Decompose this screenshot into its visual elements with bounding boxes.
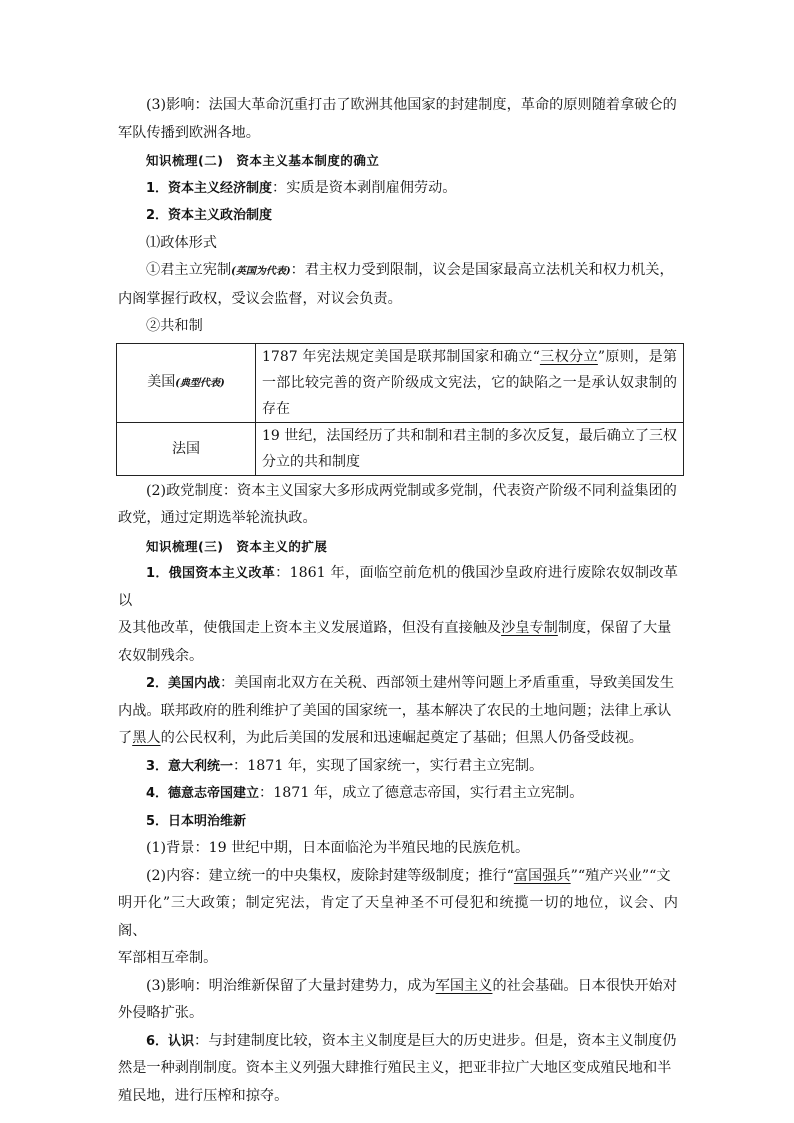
table-cell-key: 法国 [117, 422, 256, 475]
republic-table [116, 343, 684, 476]
item-us-civil-war: 2．美国内战：美国南北双方在关税、西部领土建州等问题上矛盾重重，导致美国发生 [146, 675, 675, 691]
item-republic: ②共和制 [146, 318, 203, 334]
table-cell-value: 1787 年宪法规定美国是联邦制国家和确立“三权分立”原则，是第一部比较完善的资产阶级成文宪法，它的缺陷之一是承认奴隶制的存在 [256, 343, 684, 422]
item-understanding: 6．认识：与封建制度比较，资本主义制度是巨大的历史进步。但是，资本主义制度仍 [146, 1032, 677, 1049]
item-understanding-cont: 然是一种剥削制度。资本主义列强大肆推行殖民主义，把亚非拉广大地区变成殖民地和半 [118, 1060, 672, 1076]
section-heading-2: 知识梳理(二) 资本主义基本制度的确立 [146, 153, 380, 168]
table-cell-key: 美国(典型代表) [117, 343, 256, 422]
section-heading-3: 知识梳理(三) 资本主义的扩展 [146, 538, 328, 554]
item-meiji-background: (1)背景：19 世纪中期，日本面临沦为半殖民地的民族危机。 [146, 840, 530, 856]
item-understanding-cont2: 殖民地，进行压榨和掠夺。 [118, 1087, 289, 1104]
item-russia-reform: 1．俄国资本主义改革：1861 年，面临空前危机的俄国沙皇政府进行废除农奴制改革以 [118, 565, 678, 609]
item-government-form: ⑴政体形式 [146, 234, 217, 251]
item-russia-reform-cont2: 农奴制残余。 [118, 647, 204, 664]
table-row [117, 343, 684, 422]
item-economic-system: 1．资本主义经济制度：实质是资本剥削雇佣劳动。 [146, 179, 457, 196]
item-meiji-content-cont: 明开化”三大政策；制定宪法，肯定了天皇神圣不可侵犯和统揽一切的地位，议会、内阁、 [118, 895, 678, 939]
table-row [117, 422, 684, 475]
paragraph-impact-cont: 军队传播到欧洲各地。 [118, 124, 260, 141]
item-meiji-content-cont2: 军部相互牵制。 [118, 950, 218, 966]
item-meiji-impact-cont: 外侵略扩张。 [118, 1005, 204, 1021]
paragraph-party-system-cont: 政党，通过定期选举轮流执政。 [118, 510, 317, 526]
paragraph-impact-french-revolution: (3)影响：法国大革命沉重打击了欧洲其他国家的封建制度，革命的原则随着拿破仑的 [146, 97, 677, 113]
document-page [118, 92, 678, 1110]
item-meiji-content: (2)内容：建立统一的中央集权，废除封建等级制度；推行“富国强兵”“殖产兴业”“文 [146, 867, 671, 884]
item-political-system: 2．资本主义政治制度 [146, 208, 273, 223]
paragraph-party-system: (2)政党制度：资本主义国家大多形成两党制或多党制，代表资产阶级不同利益集团的 [146, 482, 677, 499]
item-constitutional-monarchy: ①君主立宪制(英国为代表)：君主权力受到限制，议会是国家最高立法机关和权力机关， [146, 262, 674, 278]
item-us-civil-war-cont2: 了黑人的公民权利，为此后美国的发展和迅速崛起奠定了基础；但黑人仍备受歧视。 [118, 730, 643, 746]
table-cell-value: 19 世纪，法国经历了共和制和君主制的多次反复，最后确立了三权分立的共和制度 [256, 422, 684, 475]
item-meiji-impact: (3)影响：明治维新保留了大量封建势力，成为军国主义的社会基础。日本很快开始对 [146, 977, 677, 994]
item-german-empire: 4．德意志帝国建立：1871 年，成立了德意志帝国，实行君主立宪制。 [146, 785, 584, 801]
item-italy-unification: 3．意大利统一：1871 年，实现了国家统一，实行君主立宪制。 [146, 757, 544, 774]
item-us-civil-war-cont: 内战。联邦政府的胜利维护了美国的国家统一，基本解决了农民的土地问题；法律上承认 [118, 702, 672, 719]
item-constitutional-monarchy-cont: 内阁掌握行政权，受议会监督，对议会负责。 [118, 290, 402, 307]
item-meiji-restoration: 5．日本明治维新 [146, 813, 247, 829]
item-russia-reform-cont: 及其他改革，使俄国走上资本主义发展道路，但没有直接触及沙皇专制制度，保留了大量 [118, 620, 672, 636]
